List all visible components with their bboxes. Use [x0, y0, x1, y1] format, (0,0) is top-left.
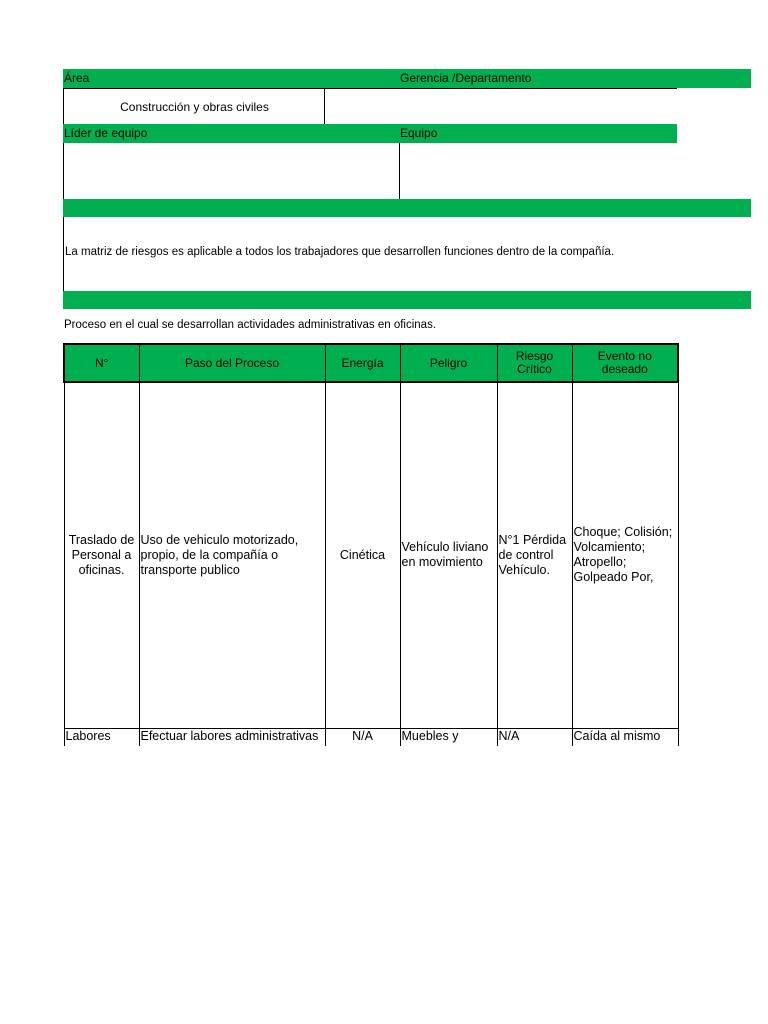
lider-value: [64, 143, 400, 199]
table-header-row: [64, 344, 678, 382]
alcance-text: La matriz de riesgos es aplicable a todos los trabajadores que desarrollen funciones dentro de la compañía.: [65, 246, 615, 258]
table-cell: [400, 728, 497, 746]
alcance-box: [63, 217, 677, 292]
equipo-label: Equipo: [400, 126, 438, 140]
table-cell: Traslado de Personal a oficinas.: [64, 382, 139, 728]
proceso-text: Proceso en el cual se desarrollan actividades administrativas en oficinas.: [64, 319, 437, 331]
proceso-band: [63, 291, 751, 309]
cell-text: N/A: [498, 728, 520, 743]
table-row: [64, 382, 678, 728]
table-cell: [139, 728, 325, 746]
table-cell: N°1 Pérdida de control Vehículo.: [497, 382, 572, 728]
column-header-paso: Paso del Proceso: [139, 344, 325, 382]
column-header-evento: Evento no deseado: [572, 344, 678, 382]
team-value-row: [63, 143, 677, 200]
area-label: Área: [64, 71, 90, 85]
table-cell: [497, 728, 572, 746]
gerencia-label: Gerencia /Departamento: [400, 71, 532, 85]
team-header-band: [63, 124, 677, 143]
table-cell: Vehículo liviano en movimiento: [400, 382, 497, 728]
area-header-band: [63, 69, 751, 88]
cell-text: Efectuar labores administrativas: [140, 728, 319, 743]
table-row: [64, 728, 678, 746]
equipo-value: [400, 143, 678, 199]
table-cell: [572, 728, 678, 746]
lider-label: Líder de equipo: [64, 126, 148, 140]
column-header-riesgo-critico: Riesgo Crítico: [497, 344, 572, 382]
column-header-n: N°: [64, 344, 139, 382]
cell-text: N/A: [352, 728, 373, 743]
area-value: Construcción y obras civiles: [120, 99, 269, 114]
table-cell: Uso de vehiculo motorizado, propio, de la compañía o transporte publico: [139, 382, 325, 728]
column-header-energia: Energía: [325, 344, 400, 382]
alcance-band: [63, 199, 751, 217]
table-cell: Cinética: [325, 382, 400, 728]
table-cell: [325, 728, 400, 746]
risk-matrix-table: [63, 343, 679, 746]
table-cell: [64, 728, 139, 746]
cell-text: Labores: [65, 728, 111, 743]
cell-text: Caída al mismo: [573, 728, 661, 743]
cell-text: Muebles y: [401, 728, 459, 743]
table-cell: Choque; Colisión; Volcamiento; Atropello; Golpeado Por,: [572, 382, 678, 728]
gerencia-value: [325, 89, 678, 124]
area-value-row: [63, 88, 677, 125]
column-header-peligro: Peligro: [400, 344, 497, 382]
